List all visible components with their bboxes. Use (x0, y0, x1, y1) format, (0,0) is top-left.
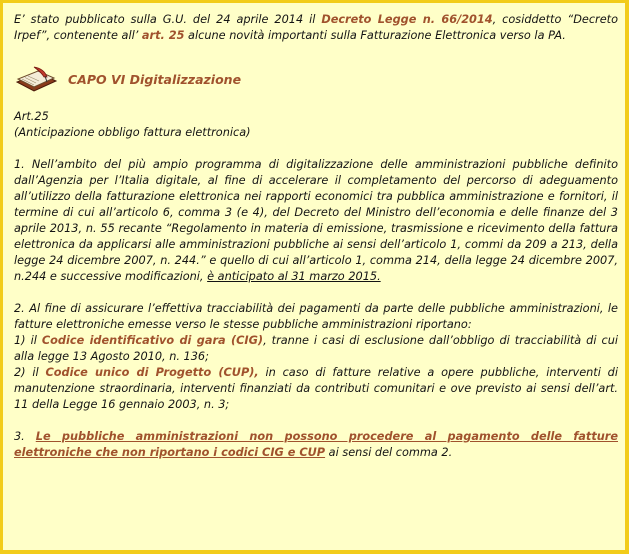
paragraph-2-item-1 (14, 333, 618, 365)
item-1-prefix: 1) il (14, 334, 42, 347)
art-25-highlight: art. 25 (141, 29, 185, 42)
item-2-text: in caso di fatture relative a opere pubbliche, interventi di manutenzione straordinaria, interventi finanziati da contributi comunitari e ove previsto ai sensi dell’art. 11 della Legge 16 gennaio 2003, n. 3; (14, 366, 618, 411)
spacer (14, 413, 618, 429)
spacer (14, 285, 618, 301)
paragraph-3-highlight: Le pubbliche amministrazioni non possono procedere al pagamento delle fatture elettroniche che non riportano i codici CIG e CUP (14, 430, 618, 459)
cig-highlight: Codice identificativo di gara (CIG) (41, 334, 264, 347)
paragraph-3 (14, 429, 618, 461)
intro-text-1: E’ stato pubblicato sulla G.U. del 24 aprile 2014 il (14, 13, 322, 26)
item-1-text: , tranne i casi di esclusione dall’obbligo di tracciabilità di cui alla legge 13 Agosto 2010, n. 136; (14, 334, 618, 363)
capo-title: CAPO VI Digitalizzazione (68, 72, 242, 87)
decreto-legge-highlight: Decreto Legge n. 66/2014 (321, 13, 493, 26)
book-with-quill-icon (14, 65, 58, 95)
intro-text-2: , cosiddetto “Decreto Irpef”, contenente all’ (14, 13, 618, 42)
intro-text-3: alcune novità importanti sulla Fatturazione Elettronica verso la PA. (184, 29, 566, 42)
document-content (14, 12, 618, 461)
paragraph-1-text: 1. Nell’ambito del più ampio programma di digitalizzazione delle amministrazioni pubbliche definito dall’Agenzia per l’Italia digitale, al fine di accelerare il completamento del percorso di adeguamento all’utilizzo della fatturazione elettronica nei rapporti economici tra pubblica amministrazione e fornitori, il termine di cui all’articolo 6, comma 3 (e 4), del Decreto del Ministro dell’economia e delle finanze del 3 aprile 2013, n. 55 recante “Regolamento in materia di emissione, trasmissione e ricevimento della fattura elettronica da applicarsi alle amministrazioni pubbliche ai sensi dell’articolo 1, commi da 209 a 213, della legge 24 dicembre 2007, n. 244.” e quello di cui all’articolo 1, comma 214, della legge 24 dicembre 2007, n.244 e successive modificazioni, (14, 158, 618, 283)
cup-highlight: Codice unico di Progetto (CUP), (45, 366, 259, 379)
item-2-prefix: 2) il (14, 366, 46, 379)
article-subtitle: (Anticipazione obbligo fattura elettronica) (14, 126, 251, 139)
intro-paragraph (14, 12, 618, 44)
paragraph-1 (14, 157, 618, 285)
paragraph-1-underlined: è anticipato al 31 marzo 2015. (207, 270, 381, 283)
paragraph-2: 2. Al fine di assicurare l’effettiva tracciabilità dei pagamenti da parte delle pubbliche amministrazioni, le fatture elettroniche emesse verso le stesse pubbliche amministrazioni riportano: (14, 302, 618, 331)
article-number: Art.25 (14, 110, 49, 123)
paragraph-2-item-2 (14, 365, 618, 413)
spacer (14, 141, 618, 157)
paragraph-3-prefix: 3. (14, 430, 36, 443)
capo-heading (14, 65, 618, 95)
paragraph-3-suffix: ai sensi del comma 2. (325, 446, 453, 459)
